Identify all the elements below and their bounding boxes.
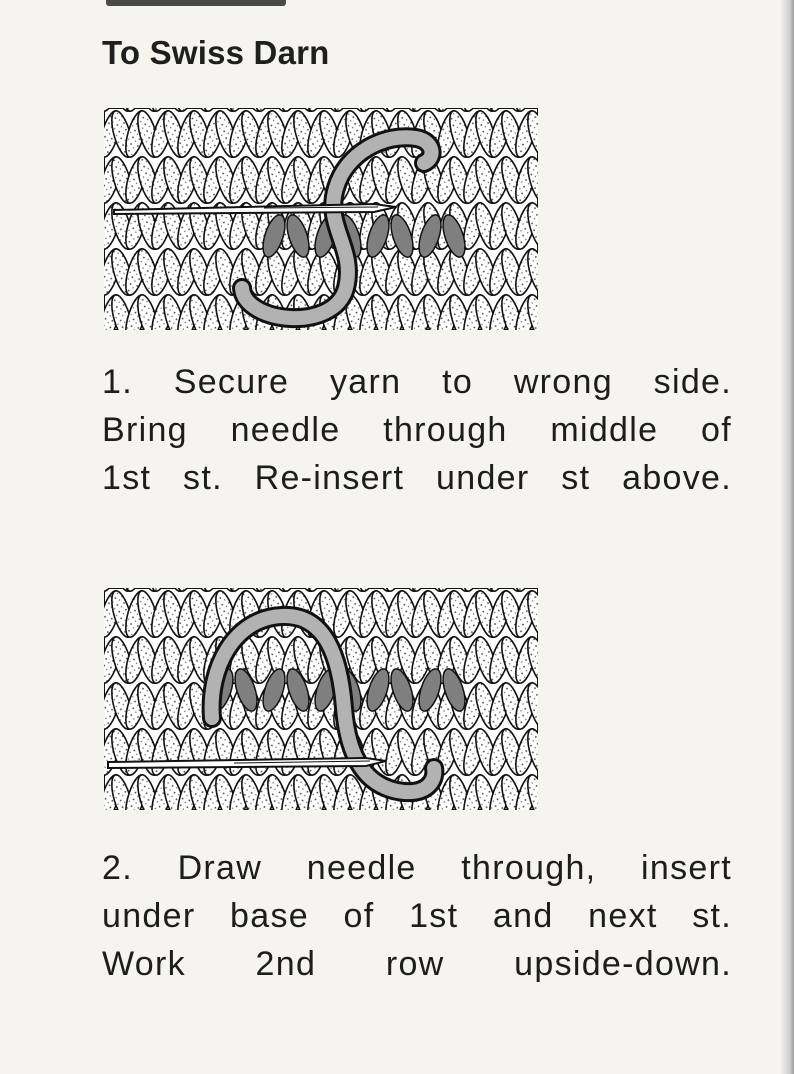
step-2-line-2: under base of 1st and next st.	[102, 897, 732, 935]
illustration-step-1	[104, 108, 538, 330]
step-2-line-1: 2. Draw needle through, insert	[102, 849, 732, 887]
step-2-line-3: Work 2nd row upside-down.	[102, 945, 732, 983]
illustration-step-2	[104, 588, 538, 810]
step-1-instructions	[102, 358, 732, 502]
step-1-line-2: Bring needle through middle of	[102, 411, 732, 449]
page-title: To Swiss Darn	[102, 34, 330, 71]
step-2-instructions	[102, 844, 732, 988]
page-edge-shadow	[780, 0, 794, 1074]
knit-diagram-1	[104, 108, 538, 330]
cropped-text-fragment	[106, 0, 286, 6]
step-1-line-1: 1. Secure yarn to wrong side.	[102, 363, 732, 401]
step-1-line-3: 1st st. Re-insert under st above.	[102, 459, 732, 497]
knit-diagram-2	[104, 588, 538, 810]
